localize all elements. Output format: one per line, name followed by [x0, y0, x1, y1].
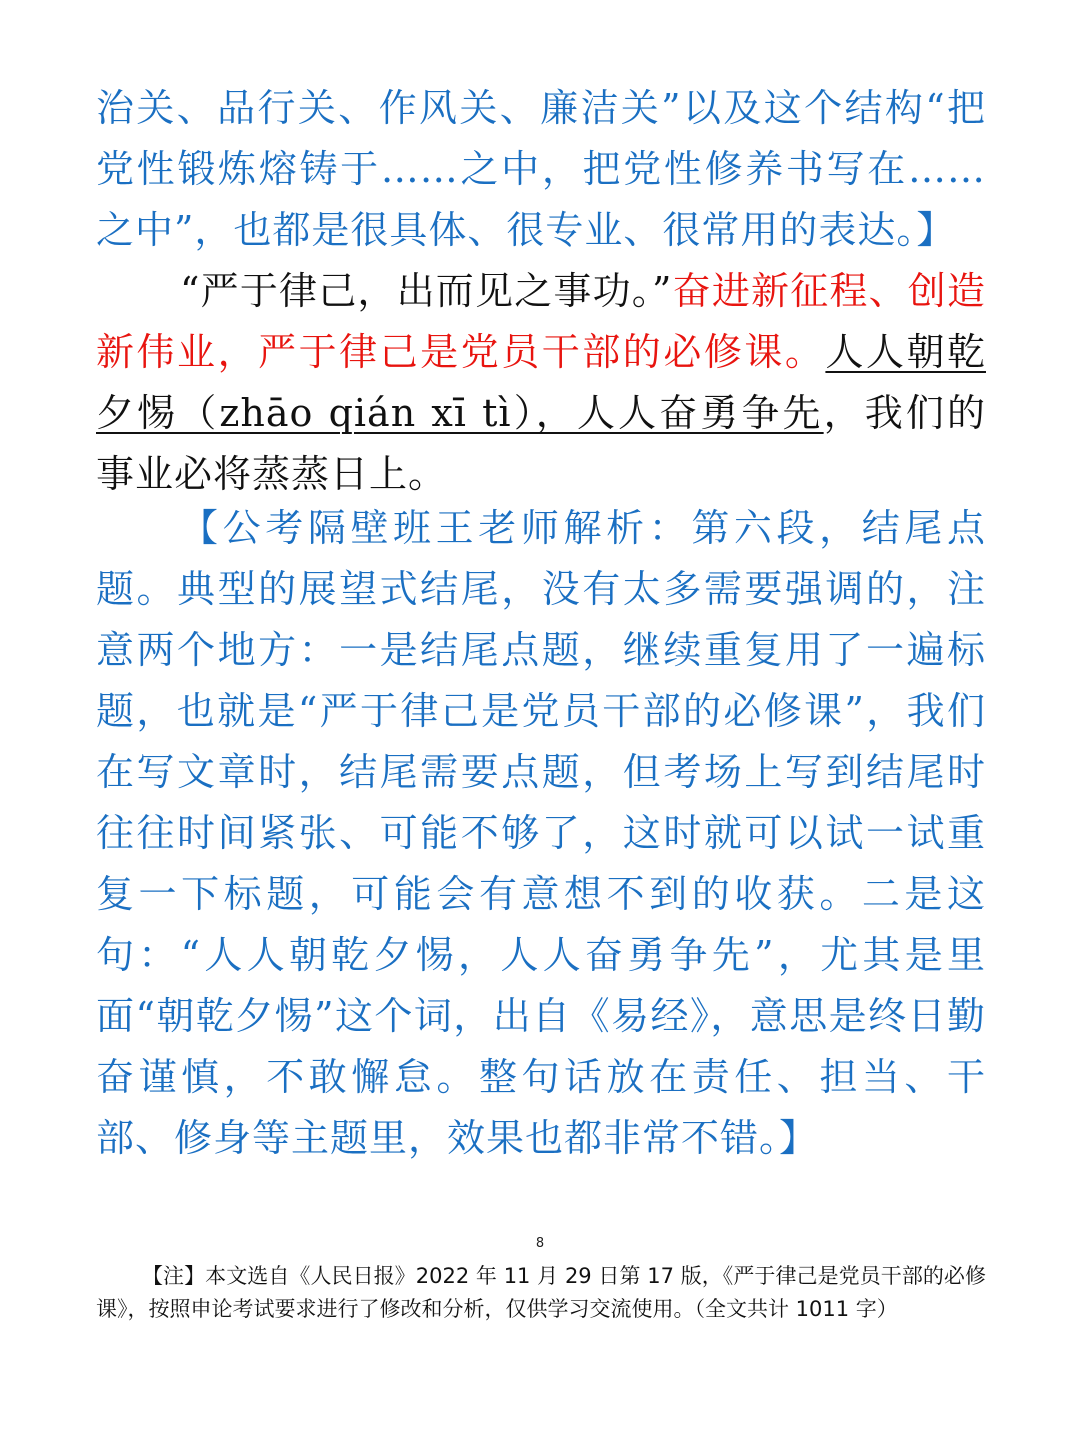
underlined-phrase: 人人朝乾夕惕（zhāo qián xī tì），人人奋勇争先: [96, 330, 986, 435]
analysis-paragraph-six: 【公考隔壁班王老师解析：第六段，结尾点题。典型的展望式结尾，没有太多需要强调的，注意两个地方：一是结尾点题，继续重复用了一遍标题，也就是“严于律己是党员干部的必修课”，我们在写文章时，结尾需要点题，但考场上写到结尾时往往时间紧张、可能不够了，这时就可以试一试重复一下标题，可能会有意想不到的收获。二是这句：“人人朝乾夕惕，人人奋勇争先”，尤其是里面“朝乾夕惕”这个词，出自《易经》，意思是终日勤奋谨慎，不敢懈怠。整句话放在责任、担当、干部、修身等主题里，效果也都非常不错。】: [96, 506, 986, 1160]
red-emphasis-sentence: 奋进新征程、创造新伟业，严于律己是党员干部的必修课。: [96, 269, 986, 374]
article-paragraph-conclusion: [96, 261, 986, 505]
opening-quote: “严于律己，出而见之事功。”: [180, 269, 673, 313]
source-note: 【注】本文选自《人民日报》2022 年 11 月 29 日第 17 版，《严于律己是党员干部的必修课》，按照申论考试要求进行了修改和分析，仅供学习交流使用。（全文共计 1011 字）: [96, 1264, 986, 1321]
page-number: 8: [535, 1236, 545, 1251]
analysis-paragraph-continued: 治关、品行关、作风关、廉洁关”以及这个结构“把党性锻炼熔铸于……之中，把党性修养书写在……之中”，也都是很具体、很专业、很常用的表达。】: [96, 86, 986, 252]
closing-sentence: ，我们的事业必将蒸蒸日上。: [96, 391, 986, 496]
